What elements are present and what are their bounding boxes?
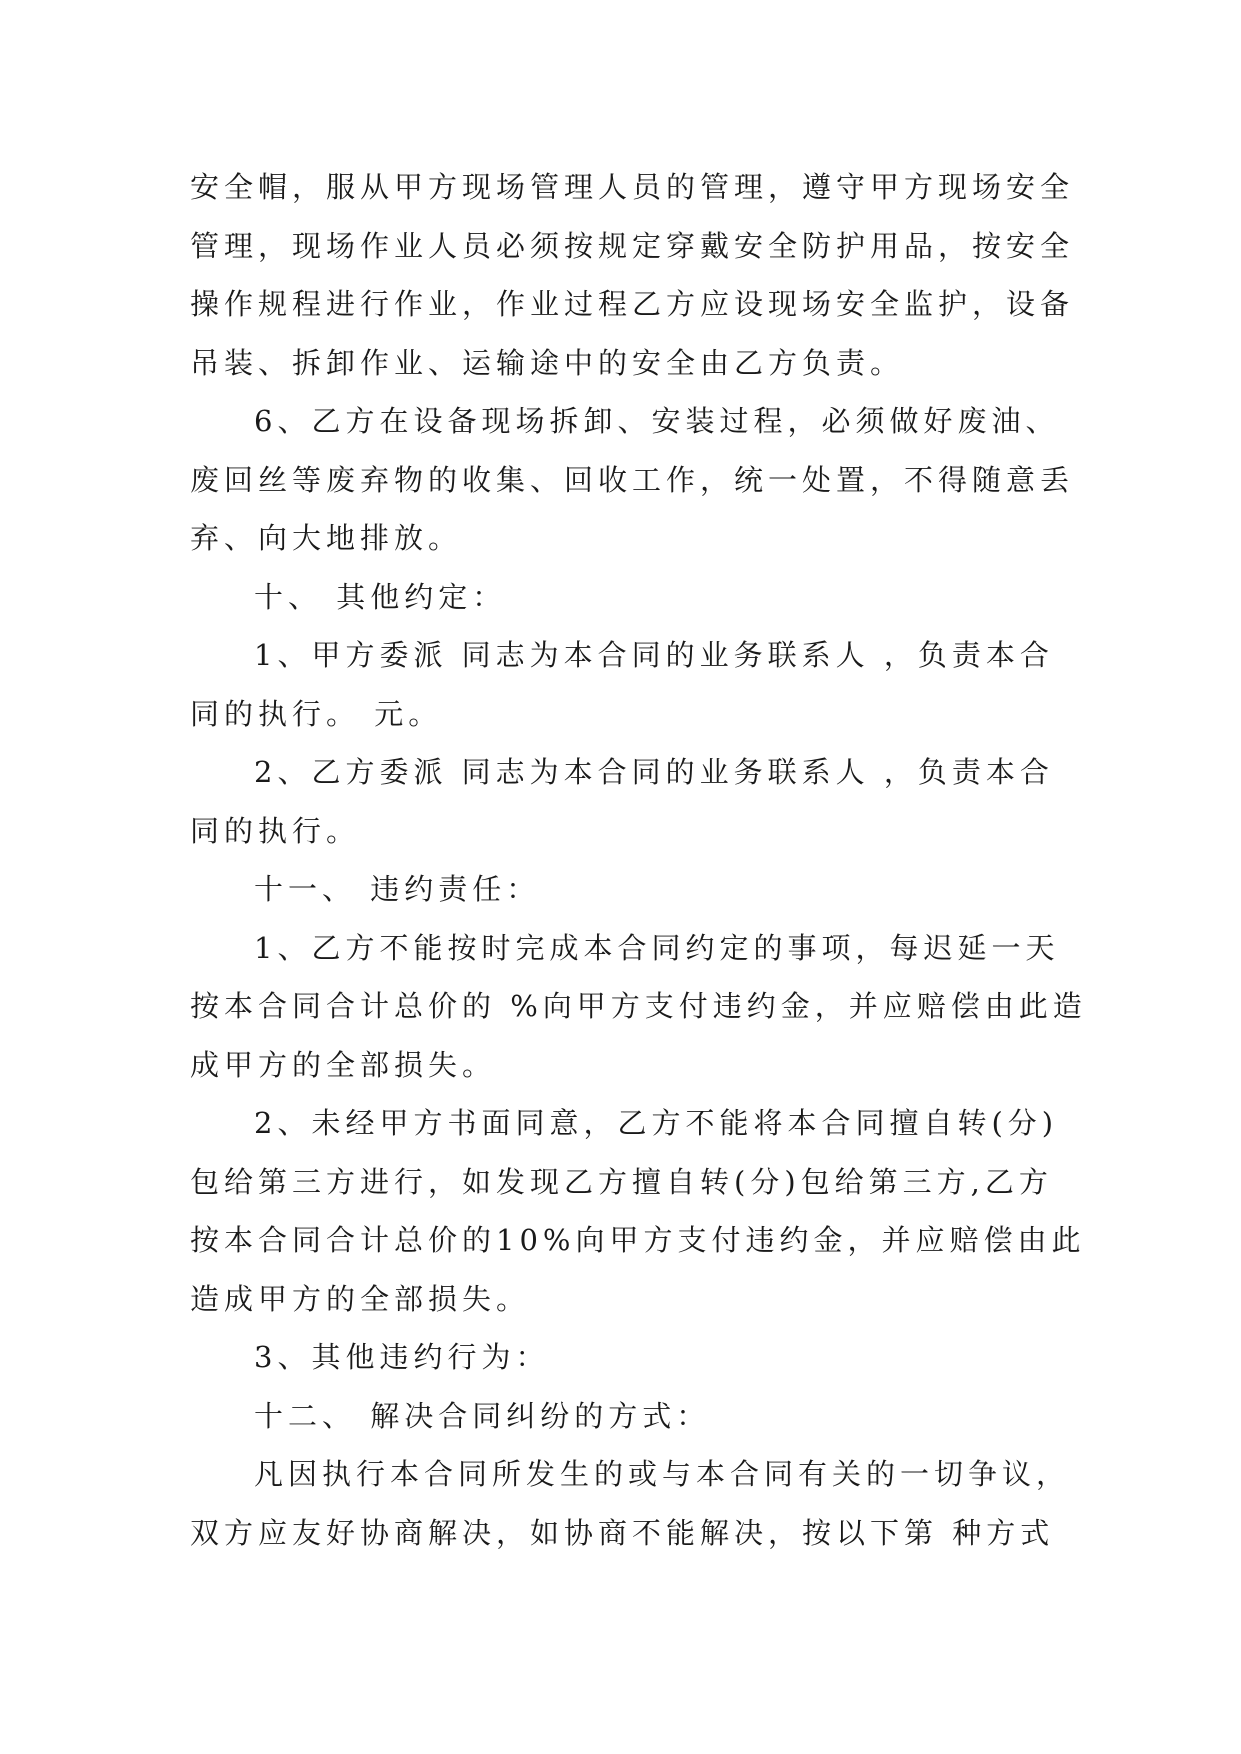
text-line: 同的执行。 [190,813,361,848]
text-line: 按本合同合计总价的 %向甲方支付违约金，并应赔偿由此造 [190,989,1087,1023]
text-line: 十、 其他约定： [254,579,507,614]
text-line: 废回丝等废弃物的收集、回收工作，统一处置，不得随意丢 [190,462,1075,497]
text-line: 凡因执行本合同所发生的或与本合同有关的一切争议， [254,1457,1071,1491]
text-line: 十一、 违约责任： [254,872,541,906]
text-line: 6、乙方在设备现场拆卸、安装过程，必须做好废油、 [254,404,1060,438]
text-line: 管理，现场作业人员必须按规定穿戴安全防护用品，按安全 [190,228,1075,263]
text-line: 吊装、拆卸作业、运输途中的安全由乙方负责。 [190,345,905,380]
text-line: 1、乙方不能按时完成本合同约定的事项，每迟延一天 [254,930,1060,965]
text-line: 2、乙方委派 同志为本合同的业务联系人 ，负责本合 [254,755,1054,789]
text-line: 按本合同合计总价的10%向甲方支付违约金，并应赔偿由此 [190,1223,1086,1257]
text-line: 双方应友好协商解决，如协商不能解决，按以下第 种方式 [190,1515,1055,1550]
text-line: 造成甲方的全部损失。 [190,1281,531,1316]
text-line: 同的执行。 元。 [190,696,443,731]
text-line: 安全帽，服从甲方现场管理人员的管理，遵守甲方现场安全 [190,170,1075,204]
text-line: 成甲方的全部损失。 [190,1047,497,1082]
text-line: 3、其他违约行为： [254,1340,550,1374]
text-line: 操作规程进行作业，作业过程乙方应设现场安全监护，设备 [190,287,1075,321]
contract-body-text [190,158,1087,1562]
text-line: 弃、向大地排放。 [190,521,463,555]
text-line: 包给第三方进行，如发现乙方擅自转(分)包给第三方,乙方 [190,1164,1053,1199]
text-line: 1、甲方委派 同志为本合同的业务联系人 ，负责本合 [254,638,1054,672]
text-line: 十二、 解决合同纠纷的方式： [254,1398,711,1433]
text-line: 2、未经甲方书面同意，乙方不能将本合同擅自转(分) [254,1106,1059,1140]
